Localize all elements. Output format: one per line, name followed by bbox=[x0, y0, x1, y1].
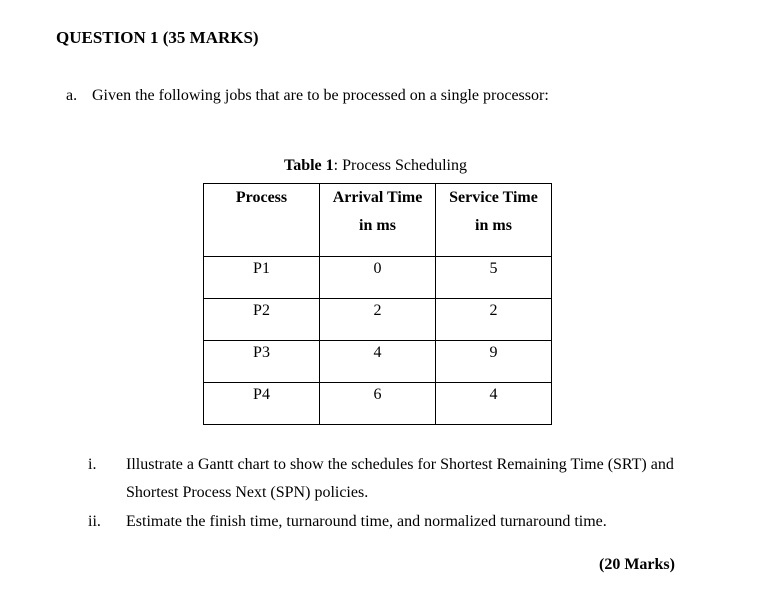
table-row bbox=[204, 383, 552, 425]
cell-service: 4 bbox=[436, 383, 552, 425]
cell-service: 9 bbox=[436, 341, 552, 383]
part-a bbox=[66, 87, 549, 105]
cell-service: 2 bbox=[436, 299, 552, 341]
sub-item-i-marker: i. bbox=[88, 456, 97, 473]
process-table bbox=[203, 183, 552, 425]
table-caption-text: : Process Scheduling bbox=[333, 157, 467, 174]
cell-arrival: 2 bbox=[320, 299, 436, 341]
table-row bbox=[204, 257, 552, 299]
cell-process: P1 bbox=[204, 257, 320, 299]
cell-process: P3 bbox=[204, 341, 320, 383]
cell-arrival: 4 bbox=[320, 341, 436, 383]
sub-item-ii-line1: Estimate the finish time, turnaround time, and normalized turnaround time. bbox=[126, 513, 607, 530]
sub-item-ii-marker: ii. bbox=[88, 513, 101, 530]
cell-service: 5 bbox=[436, 257, 552, 299]
cell-process: P2 bbox=[204, 299, 320, 341]
cell-arrival: 6 bbox=[320, 383, 436, 425]
marks-note: (20 Marks) bbox=[599, 556, 675, 573]
table-header-row bbox=[204, 184, 552, 257]
question-heading: QUESTION 1 (35 MARKS) bbox=[56, 28, 259, 47]
part-a-marker: a. bbox=[66, 87, 78, 104]
sub-item-i-line1: Illustrate a Gantt chart to show the schedules for Shortest Remaining Time (SRT) and bbox=[126, 456, 674, 473]
table-row bbox=[204, 341, 552, 383]
part-a-text: Given the following jobs that are to be processed on a single processor: bbox=[92, 87, 549, 104]
header-service-time: Service Time in ms bbox=[436, 184, 552, 257]
table-caption-label: Table 1 bbox=[284, 157, 334, 174]
header-arrival-time: Arrival Time in ms bbox=[320, 184, 436, 257]
cell-process: P4 bbox=[204, 383, 320, 425]
table-row bbox=[204, 299, 552, 341]
cell-arrival: 0 bbox=[320, 257, 436, 299]
header-process: Process bbox=[204, 184, 320, 257]
sub-item-i-line2: Shortest Process Next (SPN) policies. bbox=[126, 484, 369, 501]
table-caption bbox=[284, 157, 467, 175]
